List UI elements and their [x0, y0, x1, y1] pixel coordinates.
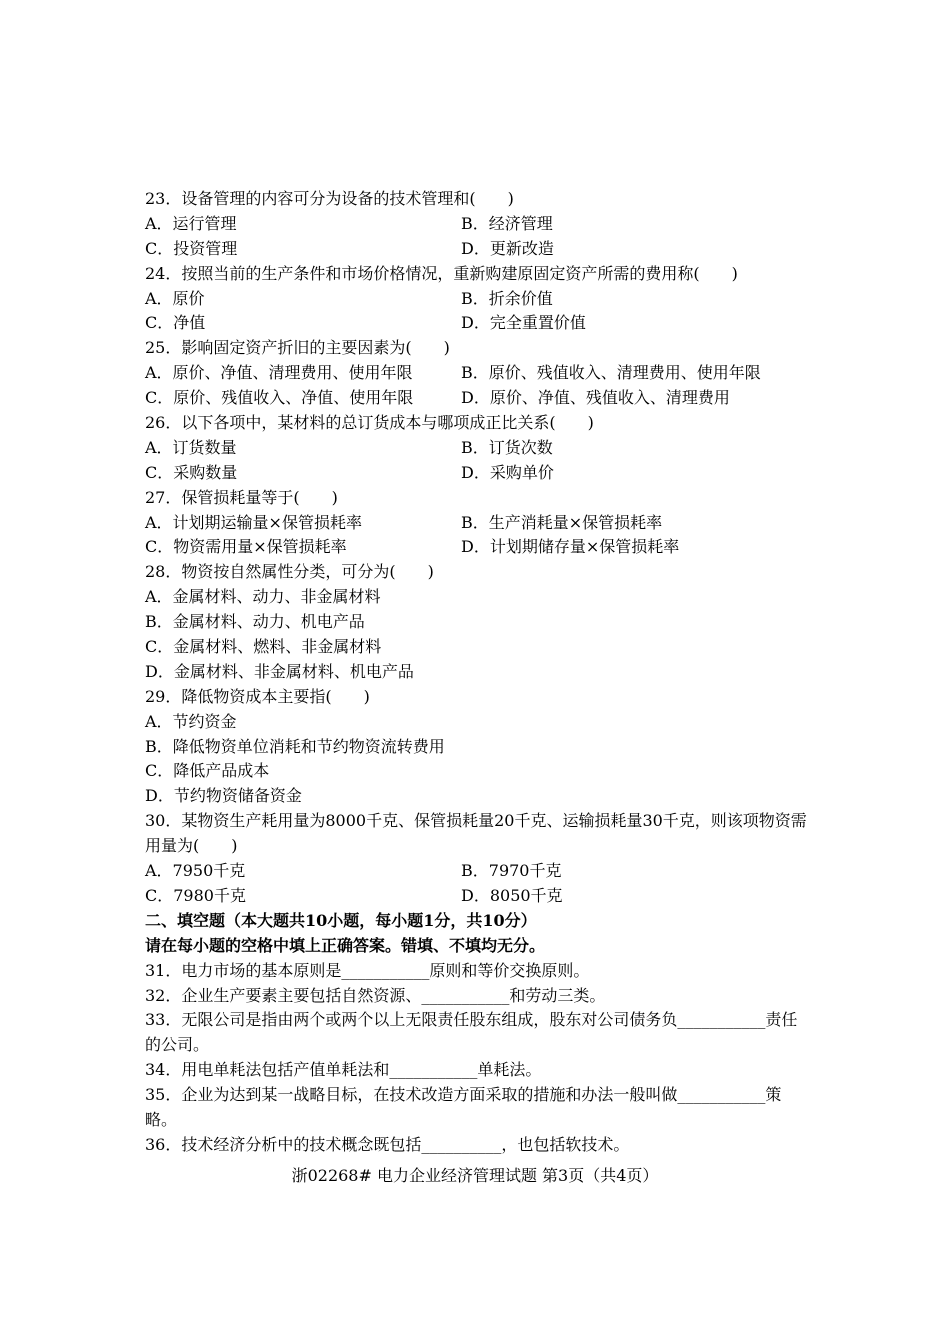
option-a: A．金属材料、动力、非金属材料	[145, 587, 381, 607]
fill-question: 35．企业为达到某一战略目标，在技术改造方面采取的措施和办法一般叫做___________策略。	[145, 1085, 782, 1130]
option-c: C．净值	[145, 313, 206, 333]
option-row	[145, 859, 810, 884]
option-c: C．7980千克	[145, 885, 246, 905]
question-stem: 25．影响固定资产折旧的主要因素为( )	[145, 338, 450, 358]
option-c: C．采购数量	[145, 462, 238, 482]
question-stem: 30．某物资生产耗用量为8000千克、保管损耗量20千克、运输损耗量30千克，则该项物资需用量为( )	[145, 811, 807, 856]
option-b: B．金属材料、动力、机电产品	[145, 612, 365, 632]
question-stem: 28．物资按自然属性分类，可分为( )	[145, 562, 434, 582]
option-d: D．采购单价	[461, 462, 554, 482]
option-c: C．降低产品成本	[145, 761, 270, 781]
option-b: B．订货次数	[461, 437, 553, 457]
option-row	[145, 386, 810, 411]
option-row	[145, 311, 810, 336]
option-d: D．节约物资储备资金	[145, 786, 302, 806]
option-a: A．原价、净值、清理费用、使用年限	[145, 363, 413, 383]
question-stem: 23．设备管理的内容可分为设备的技术管理和( )	[145, 189, 514, 208]
section-instruction: 请在每小题的空格中填上正确答案。错填、不填均无分。	[145, 935, 546, 955]
option-a: A．计划期运输量×保管损耗率	[145, 512, 362, 532]
option-row	[145, 535, 810, 560]
option-b: B．7970千克	[461, 861, 562, 881]
page-content	[145, 187, 810, 1158]
option-b: B．原价、残值收入、清理费用、使用年限	[461, 363, 761, 383]
option-b: B．降低物资单位消耗和节约物资流转费用	[145, 736, 445, 756]
page-footer: 浙02268# 电力企业经济管理试题 第3页（共4页）	[291, 1166, 659, 1185]
option-c: C．投资管理	[145, 238, 238, 258]
option-d: D．8050千克	[461, 885, 563, 905]
fill-question: 36．技术经济分析中的技术概念既包括__________，也包括软技术。	[145, 1134, 630, 1154]
option-d: D．计划期储存量×保管损耗率	[461, 537, 680, 557]
option-a: A．节约资金	[145, 711, 237, 731]
option-a: A．7950千克	[145, 861, 246, 881]
option-c: C．金属材料、燃料、非金属材料	[145, 637, 382, 657]
fill-question: 31．电力市场的基本原则是___________原则和等价交换原则。	[145, 960, 590, 980]
fill-question: 33．无限公司是指由两个或两个以上无限责任股东组成，股东对公司债务负___________责任的公司。	[145, 1010, 798, 1055]
option-b: B．生产消耗量×保管损耗率	[461, 512, 663, 532]
option-a: A．运行管理	[145, 213, 237, 233]
option-row	[145, 436, 810, 461]
option-c: C．物资需用量×保管损耗率	[145, 537, 347, 557]
option-d: D．金属材料、非金属材料、机电产品	[145, 661, 414, 681]
question-stem: 29．降低物资成本主要指( )	[145, 686, 370, 706]
option-c: C．原价、残值收入、净值、使用年限	[145, 388, 414, 408]
option-d: D．更新改造	[461, 238, 554, 258]
option-d: D．完全重置价值	[461, 313, 586, 333]
option-b: B．折余价值	[461, 288, 553, 308]
option-row	[145, 287, 810, 312]
option-row	[145, 212, 810, 237]
fill-question: 32．企业生产要素主要包括自然资源、___________和劳动三类。	[145, 985, 606, 1005]
option-a: A．订货数量	[145, 437, 237, 457]
option-a: A．原价	[145, 288, 205, 308]
option-b: B．经济管理	[461, 213, 553, 233]
option-d: D．原价、净值、残值收入、清理费用	[461, 388, 730, 408]
option-row	[145, 884, 810, 909]
question-stem: 27．保管损耗量等于( )	[145, 487, 338, 507]
question-stem: 26．以下各项中，某材料的总订货成本与哪项成正比关系( )	[145, 413, 594, 433]
option-row	[145, 461, 810, 486]
option-row	[145, 237, 810, 262]
fill-question: 34．用电单耗法包括产值单耗法和___________单耗法。	[145, 1060, 542, 1080]
option-row	[145, 511, 810, 536]
section-title: 二、填空题（本大题共10小题，每小题1分，共10分）	[145, 910, 537, 930]
option-row	[145, 361, 810, 386]
question-stem: 24．按照当前的生产条件和市场价格情况，重新购建原固定资产所需的费用称( )	[145, 263, 738, 283]
